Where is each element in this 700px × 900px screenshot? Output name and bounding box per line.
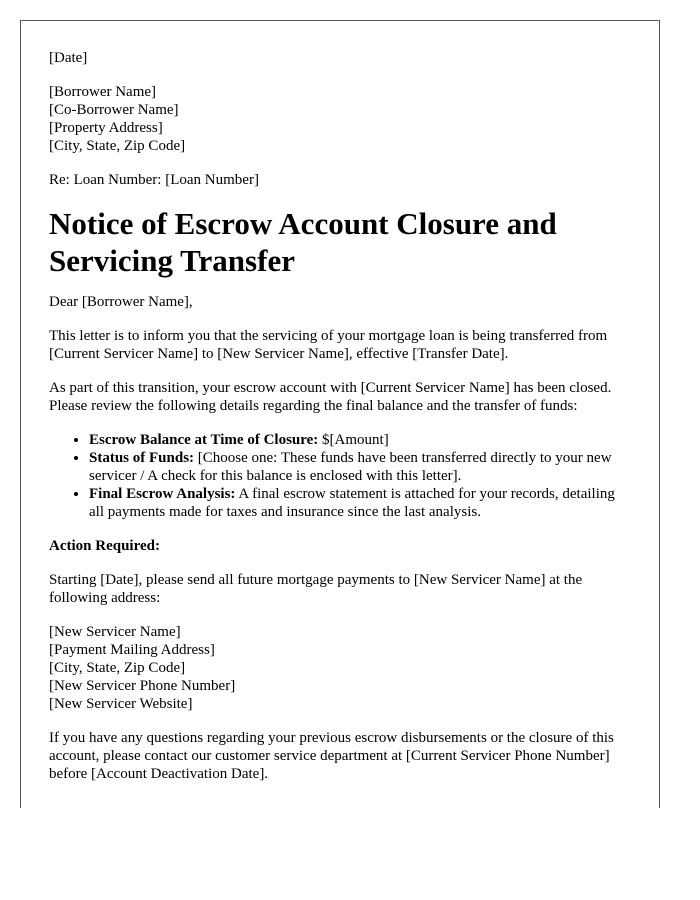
- paragraph-intro: This letter is to inform you that the servicing of your mortgage loan is being transferred from [Current Servicer Name] to [New Servicer Name], effective [Transfer Date].: [49, 328, 608, 362]
- address-line: [Payment Mailing Address]: [49, 642, 215, 658]
- salutation: Dear [Borrower Name],: [49, 294, 193, 310]
- paragraph-escrow: As part of this transition, your escrow account with [Current Servicer Name] has been closed. Please review the following details regarding the final balance and the transfer of funds:: [49, 380, 612, 414]
- reference-line: Re: Loan Number: [Loan Number]: [49, 172, 259, 188]
- letter-date: [Date]: [49, 50, 88, 66]
- new-servicer-address: [49, 623, 631, 713]
- item-label: Status of Funds:: [89, 450, 195, 466]
- item-text: A final escrow statement is attached for your records, detailing all payments made for taxes and insurance since the last analysis.: [89, 486, 615, 520]
- list-item: [89, 431, 631, 449]
- recipient-line: [Property Address]: [49, 120, 163, 136]
- recipient-line: [City, State, Zip Code]: [49, 138, 186, 154]
- item-text: [Choose one: These funds have been transferred directly to your new servicer / A check for this balance is enclosed with this letter].: [89, 450, 612, 484]
- item-label: Escrow Balance at Time of Closure:: [89, 432, 319, 448]
- action-heading-text: Action Required:: [49, 538, 160, 554]
- recipient-line: [Co-Borrower Name]: [49, 102, 179, 118]
- letter-page: [20, 20, 660, 808]
- list-item: [89, 449, 631, 485]
- item-label: Final Escrow Analysis:: [89, 486, 236, 502]
- address-line: [City, State, Zip Code]: [49, 660, 186, 676]
- address-line: [New Servicer Name]: [49, 624, 181, 640]
- recipient-address: [49, 83, 631, 155]
- recipient-line: [Borrower Name]: [49, 84, 157, 100]
- letter-title: Notice of Escrow Account Closure and Servicing Transfer: [49, 206, 557, 278]
- paragraph-payments: Starting [Date], please send all future mortgage payments to [New Servicer Name] at the following address:: [49, 572, 583, 606]
- address-line: [New Servicer Website]: [49, 696, 193, 712]
- item-text: $[Amount]: [318, 432, 389, 448]
- list-item: [89, 485, 631, 521]
- address-line: [New Servicer Phone Number]: [49, 678, 236, 694]
- paragraph-questions: If you have any questions regarding your previous escrow disbursements or the closure of this account, please contact our customer service department at [Current Servicer Phone Number] before [Account Deactivation Date].: [49, 730, 614, 782]
- action-heading: [49, 537, 631, 555]
- details-list: [49, 431, 631, 521]
